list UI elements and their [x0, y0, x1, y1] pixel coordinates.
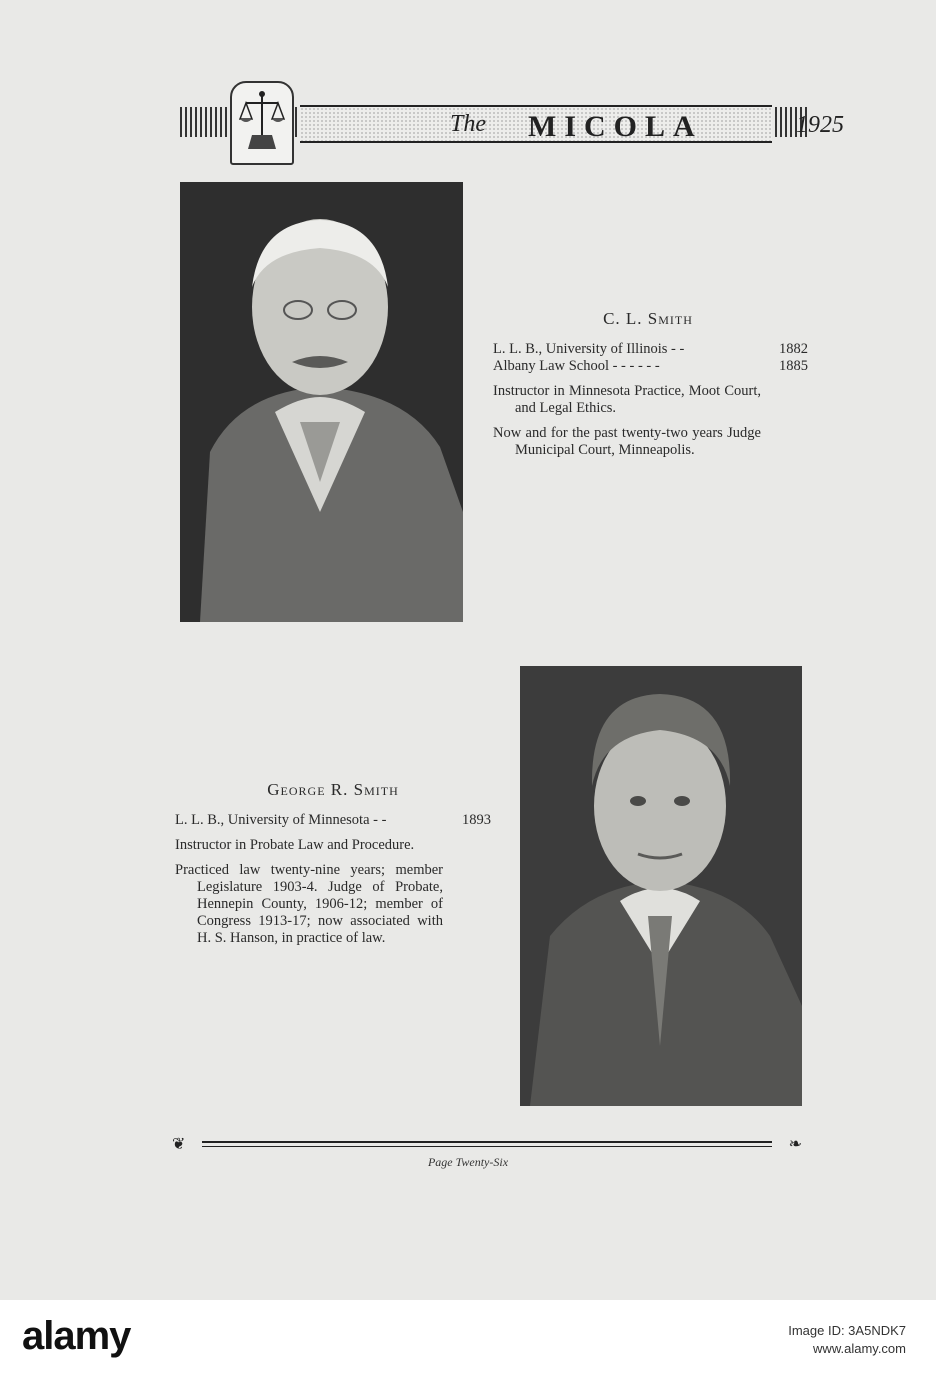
bio-paragraph: Now and for the past twenty-two years Judge Municipal Court, Minneapolis. — [493, 425, 761, 458]
degree-row — [493, 358, 808, 375]
watermark-logo: alamy — [22, 1314, 131, 1358]
person-name: George R. Smith — [267, 780, 399, 799]
degree-row — [175, 812, 491, 829]
bio-paragraph: Instructor in Minnesota Practice, Moot Court, and Legal Ethics. — [493, 383, 761, 416]
footer-rule — [202, 1146, 772, 1147]
watermark-image-id: Image ID: 3A5NDK7 — [788, 1323, 906, 1338]
degree-text: L. L. B., University of Minnesota - - — [175, 812, 387, 828]
banner-title-panel — [300, 105, 844, 143]
bio-paragraph: Instructor in Probate Law and Procedure. — [175, 837, 415, 853]
banner-title: MICOLA — [528, 110, 703, 143]
footer-ornament — [172, 1137, 802, 1155]
degree-year: 1882 — [779, 341, 808, 357]
portrait-photo-c-l-smith — [180, 182, 463, 622]
person-name: C. L. Smith — [603, 309, 693, 328]
footer-rule — [202, 1141, 772, 1143]
bio-george-r-smith — [175, 781, 491, 947]
bio-paragraph: Practiced law twenty-nine years; member Legislature 1903-4. Judge of Probate, Hennepin County, 1906-12; member of Congress 1913-17; now associated with H. S. Hanson, in practice of law. — [175, 862, 443, 946]
page-number: Page Twenty-Six — [427, 1155, 509, 1169]
degree-row — [493, 341, 808, 358]
degree-text: Albany Law School - - - - - - — [493, 358, 660, 374]
degree-year: 1885 — [779, 358, 808, 374]
banner-year: 1925 — [796, 112, 844, 138]
degree-text: L. L. B., University of Illinois - - — [493, 341, 685, 357]
scroll-ornament-left-icon: ❦ — [172, 1136, 186, 1153]
header-banner — [180, 103, 844, 143]
scroll-ornament-right-icon: ❧ — [788, 1136, 802, 1153]
banner-the: The — [450, 111, 486, 137]
degree-year: 1893 — [462, 812, 491, 828]
watermark-info — [788, 1322, 906, 1358]
bio-c-l-smith — [493, 310, 808, 459]
watermark-url: www.alamy.com — [813, 1341, 906, 1356]
portrait-photo-george-r-smith — [520, 666, 802, 1106]
watermark-strip — [0, 1300, 936, 1390]
scales-of-justice-emblem-icon — [230, 81, 294, 165]
